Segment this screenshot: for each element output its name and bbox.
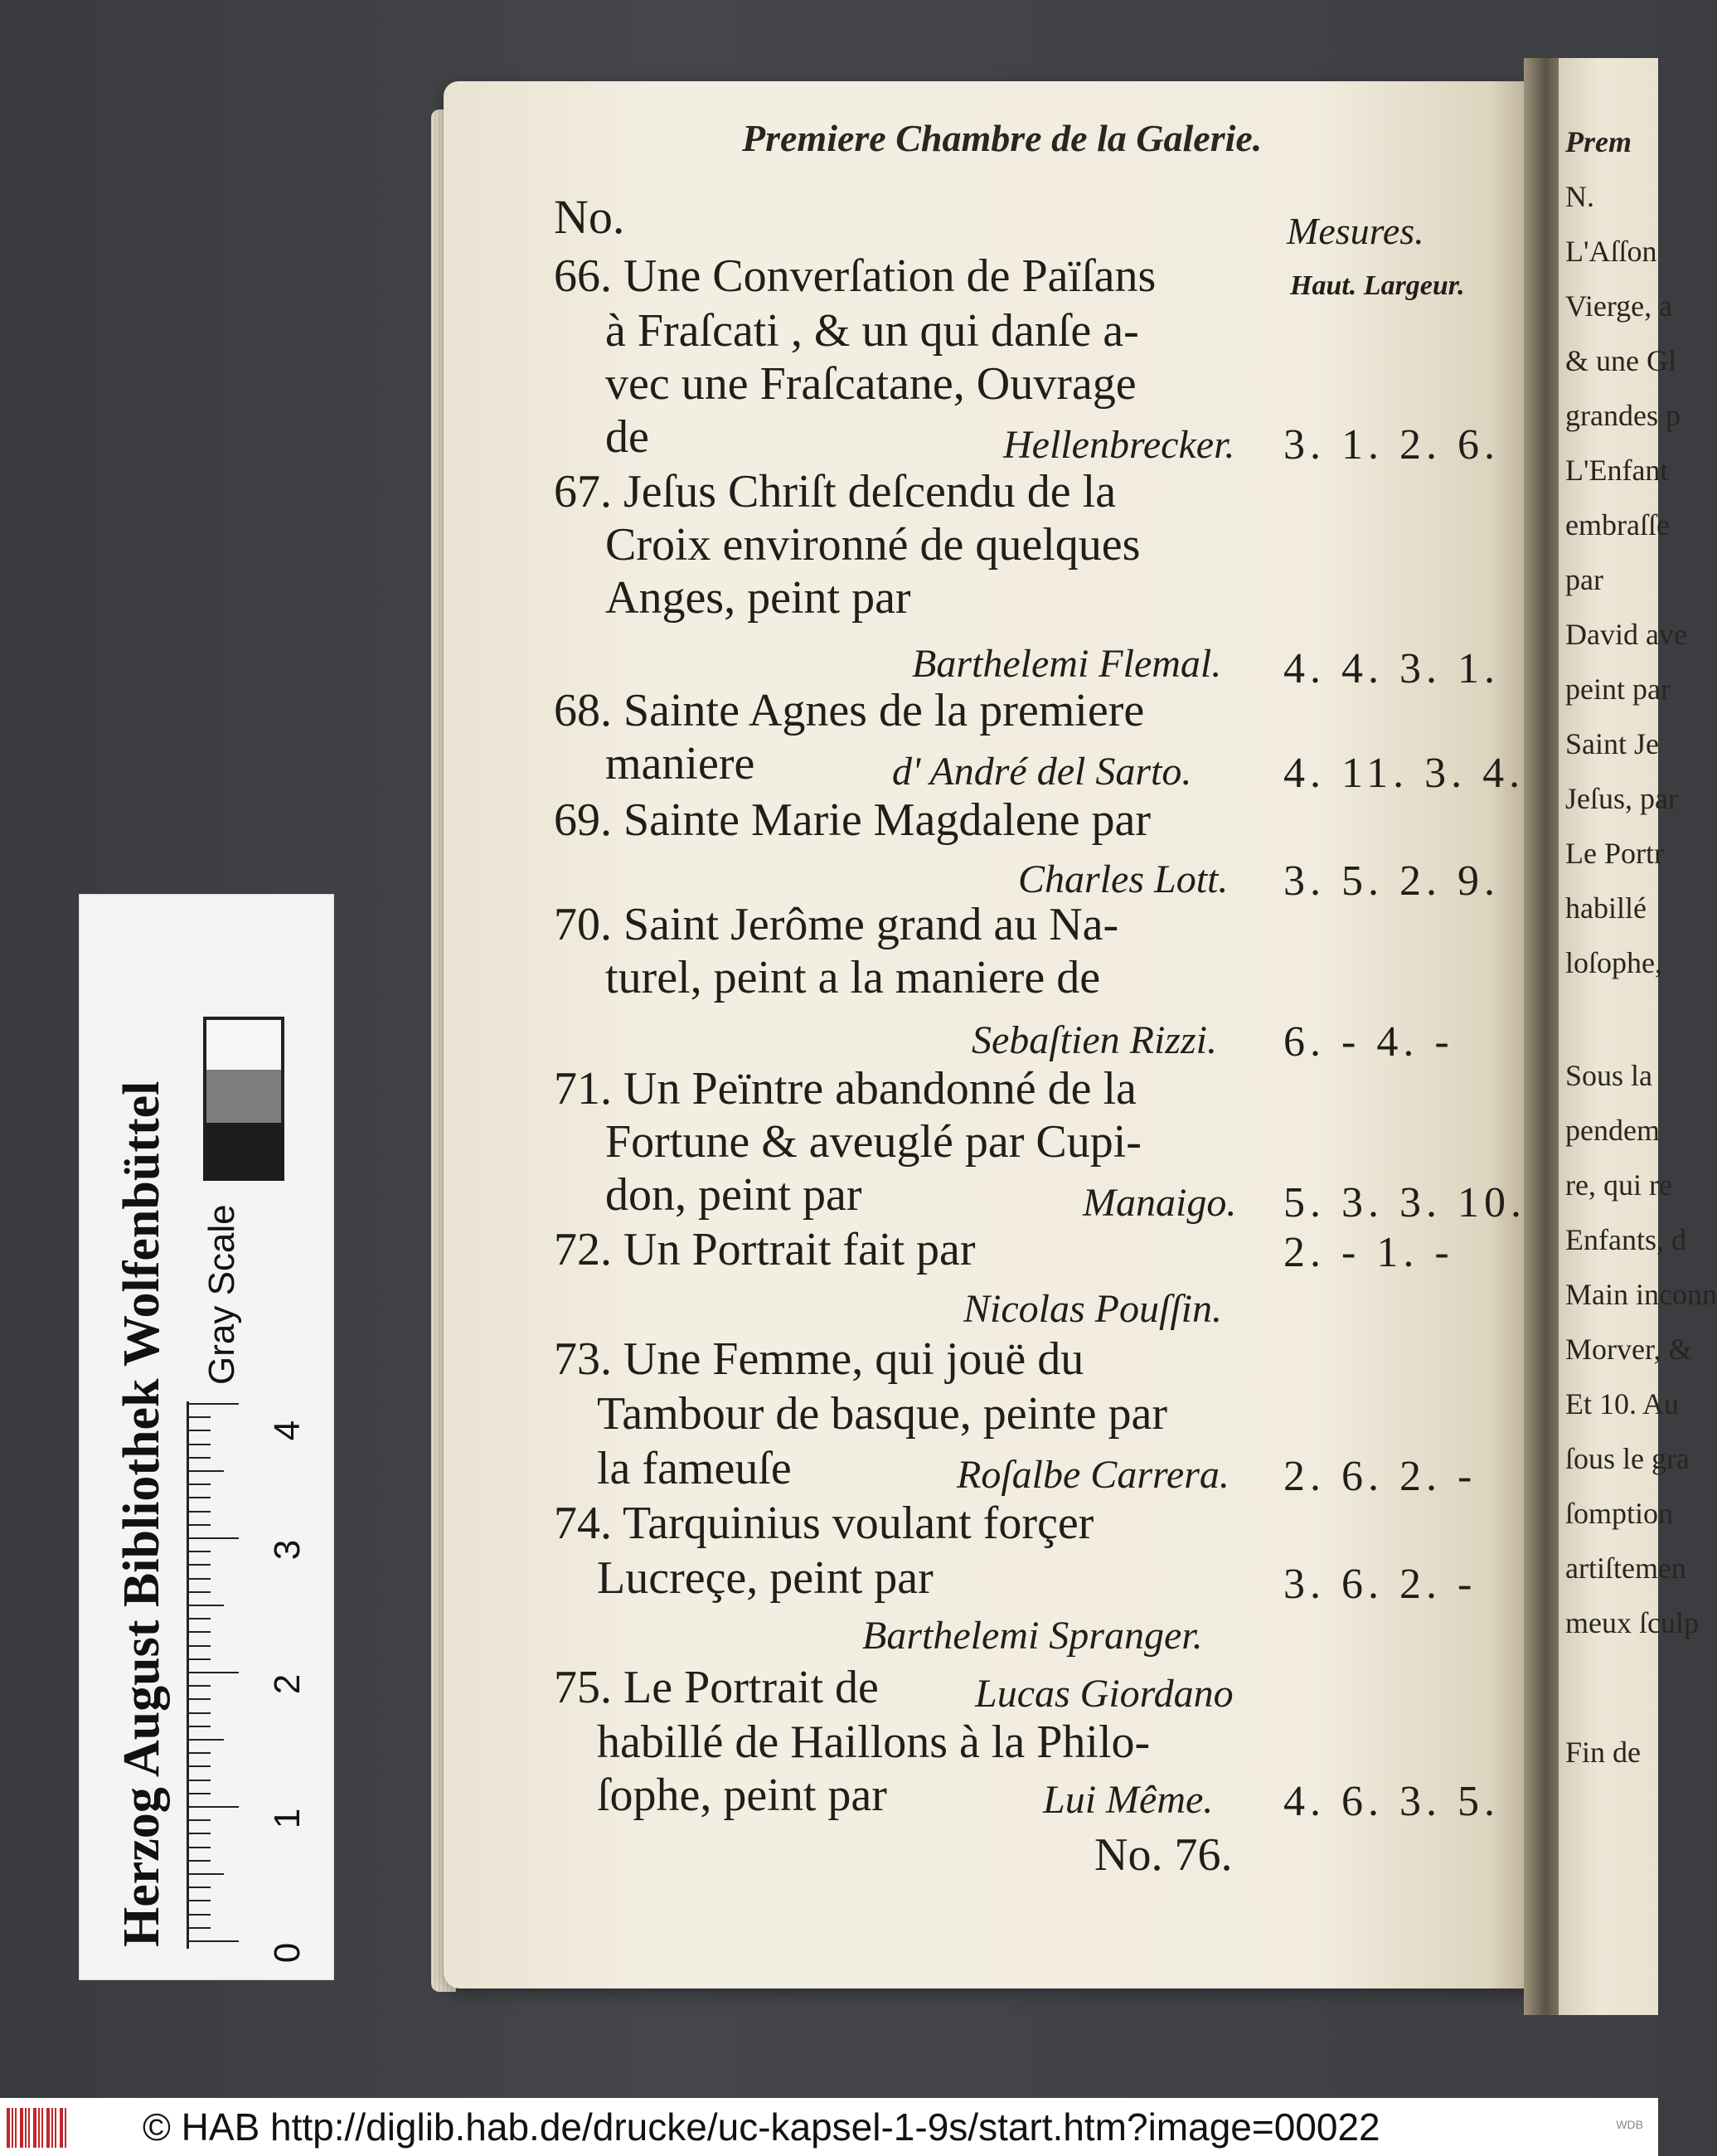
ruler-tick	[189, 1511, 211, 1513]
ruler-tick	[189, 1847, 211, 1848]
ruler-tick	[189, 1739, 224, 1741]
facing-page-line: & une Gl	[1565, 344, 1676, 377]
ruler-tick	[189, 1403, 239, 1405]
ruler-number-1: 1	[267, 1808, 308, 1829]
ruler-tick	[189, 1537, 239, 1539]
text-line: 71. Un Peïntre abandonné de la	[554, 1063, 1137, 1114]
barcode-bar	[60, 2108, 63, 2148]
measurement: 5. 3. 3. 10.	[1283, 1179, 1526, 1226]
facing-page-line: N.	[1565, 180, 1594, 213]
text-line: ſophe, peint par	[597, 1770, 887, 1821]
ruler-tick	[189, 1833, 211, 1834]
ruler-tick	[189, 1712, 211, 1714]
facing-page-line: Fin de	[1565, 1736, 1642, 1769]
ruler-tick	[189, 1416, 211, 1418]
ruler-number-3: 3	[267, 1539, 308, 1561]
measurement: 3. 5. 2. 9.	[1283, 857, 1500, 905]
ruler-tick	[189, 1860, 211, 1862]
barcode-bar	[65, 2108, 66, 2148]
text-line: Anges, peint par	[605, 572, 911, 624]
ruler-tick	[189, 1591, 211, 1593]
facing-page-line: Enfants, d	[1565, 1223, 1686, 1256]
text-line: Croix environné de quelques	[605, 519, 1141, 571]
footer-mark: WDB	[1616, 2118, 1643, 2131]
ruler-tick	[189, 1564, 211, 1566]
ruler-tick	[189, 1900, 211, 1901]
barcode-bar	[12, 2108, 13, 2148]
ruler-tick	[189, 1873, 224, 1875]
text-line: 66. Une Converſation de Païſans	[554, 250, 1157, 302]
artist-name: Hellenbrecker.	[1003, 423, 1235, 467]
text-line: de	[605, 411, 649, 463]
measurement: 6. - 4. -	[1283, 1018, 1454, 1066]
facing-page	[1559, 58, 1717, 2015]
facing-page-line: Morver, &	[1565, 1333, 1692, 1366]
ruler-tick	[189, 1457, 211, 1459]
gray-swatch-mid	[203, 1070, 284, 1123]
barcode-bar	[25, 2108, 27, 2148]
artist-name: Barthelemi Spranger.	[862, 1614, 1203, 1658]
column-measures-subheader: Haut. Largeur.	[1290, 270, 1465, 301]
ruler-tick	[189, 1819, 211, 1821]
text-line: 72. Un Portrait fait par	[554, 1224, 976, 1275]
text-line: 67. Jeſus Chriſt deſcendu de la	[554, 466, 1117, 517]
ruler-scale	[187, 1401, 247, 1949]
artist-name: d' André del Sarto.	[892, 750, 1192, 794]
ruler-tick	[189, 1645, 211, 1647]
measurement: 3. 6. 2. -	[1283, 1561, 1477, 1608]
text-line: maniere	[605, 738, 755, 789]
facing-page-line: loſophe,	[1565, 946, 1662, 979]
artist-name: Sebaſtien Rizzi.	[972, 1018, 1217, 1062]
column-measures-header: Mesures.	[1287, 210, 1424, 252]
text-line: 73. Une Femme, qui jouë du	[554, 1333, 1084, 1385]
facing-page-line: David ave	[1565, 618, 1687, 651]
ruler-tick	[189, 1806, 239, 1808]
facing-page-line: Le Portr	[1565, 837, 1664, 870]
catchword: No. 76.	[1094, 1829, 1233, 1881]
ruler-tick	[189, 1672, 239, 1673]
barcode-bar	[28, 2108, 30, 2148]
facing-page-line: Jeſus, par	[1565, 782, 1678, 815]
ruler-tick	[189, 1551, 211, 1552]
facing-page-line: re, qui re	[1565, 1168, 1672, 1202]
facing-page-line: Main inconn	[1565, 1278, 1717, 1311]
measurement: 2. 6. 2. -	[1283, 1453, 1477, 1500]
facing-page-line: L'Aſſon	[1565, 235, 1657, 268]
barcode-bar	[7, 2108, 10, 2148]
text-line: 68. Sainte Agnes de la premiere	[554, 685, 1145, 736]
ruler-tick	[189, 1524, 211, 1526]
ruler-tick	[189, 1940, 239, 1942]
barcode-bar	[15, 2108, 17, 2148]
facing-page-line: pendem	[1565, 1114, 1660, 1147]
ruler-number-0: 0	[267, 1942, 308, 1964]
artist-name: Manaigo.	[1083, 1181, 1237, 1225]
ruler-tick	[189, 1685, 211, 1687]
barcode-bar	[51, 2108, 53, 2148]
ruler-tick	[189, 1765, 211, 1767]
facing-page-line: habillé	[1565, 891, 1647, 925]
barcode-bar	[20, 2108, 23, 2148]
ruler-tick	[189, 1752, 211, 1754]
gray-swatch-white	[203, 1017, 284, 1070]
barcode-bar	[46, 2108, 50, 2148]
copyright-url[interactable]: © HAB http://diglib.hab.de/drucke/uc-kapsel-1-9s/start.htm?image=00022	[143, 2105, 1380, 2149]
text-line: vec une Fraſcatane, Ouvrage	[605, 358, 1137, 410]
ruler-gray-label: Gray Scale	[201, 1204, 242, 1385]
ruler-number-2: 2	[267, 1673, 308, 1695]
measurement: 4. 11. 3. 4.	[1283, 750, 1525, 797]
text-line: Lucreçe, peint par	[597, 1552, 934, 1604]
footer-bar	[0, 2098, 1658, 2156]
measurement: 2. - 1. -	[1283, 1229, 1454, 1276]
text-line: 69. Sainte Marie Magdalene par	[554, 794, 1151, 846]
facing-page-line: par	[1565, 563, 1603, 596]
ruler-tick	[189, 1914, 211, 1916]
text-line: Tambour de basque, peinte par	[597, 1388, 1168, 1440]
column-number-header: No.	[554, 190, 625, 244]
barcode-logo-icon	[7, 2108, 71, 2148]
measurement: 3. 1. 2. 6.	[1283, 421, 1500, 469]
ruler-tick	[189, 1927, 211, 1929]
facing-page-line: embraſſe	[1565, 508, 1670, 541]
ruler-tick	[189, 1483, 211, 1485]
facing-page-line: L'Enfant	[1565, 454, 1669, 487]
ruler-tick	[189, 1886, 211, 1888]
running-head: Premiere Chambre de la Galerie.	[742, 117, 1263, 159]
artist-name: Barthelemi Flemal.	[912, 642, 1222, 686]
text-line: la fameuſe	[597, 1443, 792, 1494]
text-line: don, peint par	[605, 1169, 862, 1221]
barcode-bar	[33, 2108, 36, 2148]
facing-page-line: Et 10. Au	[1565, 1387, 1680, 1420]
text-line: habillé de Haillons à la Philo-	[597, 1717, 1151, 1768]
ruler-tick	[189, 1698, 211, 1700]
artist-name: Charles Lott.	[1018, 857, 1229, 901]
ruler-tick	[189, 1470, 224, 1472]
barcode-bar	[38, 2108, 40, 2148]
ruler-tick	[189, 1631, 211, 1633]
artist-name: Lucas Giordano	[975, 1672, 1234, 1716]
facing-page-line: grandes p	[1565, 399, 1681, 432]
barcode-bar	[41, 2108, 43, 2148]
ruler-tick	[189, 1497, 211, 1498]
ruler-tick	[189, 1726, 211, 1727]
artist-name: Lui Même.	[1043, 1778, 1214, 1822]
ruler-tick	[189, 1578, 211, 1580]
ruler-tick	[189, 1605, 224, 1606]
text-line: 70. Saint Jerôme grand au Na-	[554, 899, 1119, 950]
ruler-institution: Herzog August Bibliothek Wolfenbüttel	[114, 1080, 170, 1947]
facing-page-line: ſous le gra	[1565, 1442, 1690, 1475]
text-line: à Fraſcati , & un qui danſe a-	[605, 305, 1139, 357]
ruler-tick	[189, 1430, 211, 1431]
facing-page-line: Vierge, a	[1565, 289, 1673, 323]
text-line: turel, peint a la maniere de	[605, 952, 1101, 1003]
facing-page-line: Prem	[1565, 125, 1632, 158]
barcode-bar	[55, 2108, 56, 2148]
facing-page-line: Saint Je	[1565, 727, 1659, 760]
ruler-tick	[189, 1658, 211, 1660]
ruler-tick	[189, 1780, 211, 1781]
facing-page-line: Sous la	[1565, 1059, 1653, 1092]
ruler-number-4: 4	[267, 1420, 308, 1441]
facing-page-line: peint par	[1565, 673, 1671, 706]
measurement: 4. 6. 3. 5.	[1283, 1778, 1500, 1825]
facing-page-line: artiſtemen	[1565, 1551, 1686, 1585]
measurement: 4. 4. 3. 1.	[1283, 645, 1500, 692]
text-line: 74. Tarquinius voulant forçer	[554, 1498, 1094, 1549]
artist-name: Roſalbe Carrera.	[957, 1453, 1230, 1497]
ruler-tick	[189, 1444, 211, 1445]
ruler-tick	[189, 1618, 211, 1619]
text-line: Fortune & aveuglé par Cupi-	[605, 1116, 1142, 1168]
ruler-tick	[189, 1793, 211, 1794]
facing-page-line: ſomption	[1565, 1497, 1674, 1530]
facing-page-line: meux ſculp	[1565, 1606, 1699, 1639]
artist-name: Nicolas Pouſſin.	[963, 1287, 1222, 1331]
text-line: 75. Le Portrait de	[554, 1662, 879, 1713]
